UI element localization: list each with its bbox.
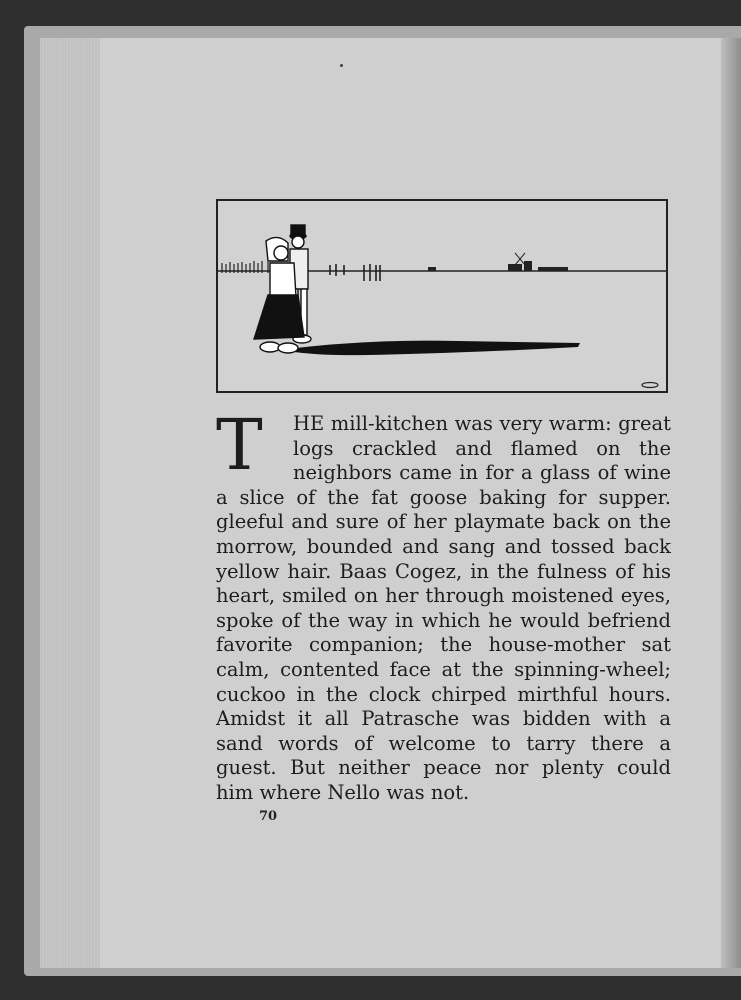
- page-edges: [40, 38, 103, 968]
- text-line: guest. But neither peace nor plenty could: [216, 756, 671, 780]
- text-line: neighbors came in for a glass of wine: [293, 461, 671, 485]
- text-line: him where Nello was not.: [216, 780, 470, 804]
- illustration-two-children-landscape: [216, 199, 668, 393]
- text-line: morrow, bounded and sang and tossed back: [216, 534, 671, 558]
- text-line: sand words of welcome to tarry there a: [216, 731, 671, 755]
- text-line: heart, smiled on her through moistened eyes,: [216, 584, 671, 608]
- text-line: cuckoo in the clock chirped mirthful hours.: [216, 682, 671, 706]
- artist-mark: [642, 383, 658, 388]
- text-line: favorite companion; the house-mother sat: [216, 633, 671, 657]
- text-line: logs crackled and flamed on the: [293, 436, 671, 460]
- text-line: Amidst it all Patrasche was bidden with a: [216, 707, 671, 731]
- ground-shadow: [288, 341, 580, 356]
- page-number: 70: [259, 809, 278, 824]
- text-line: spoke of the way in which he would befriend: [216, 608, 671, 632]
- text-line: a slice of the fat goose baking for supper.: [216, 485, 671, 509]
- text-line: calm, contented face at the spinning-wheel;: [216, 657, 671, 681]
- distant-windmill: [428, 253, 568, 271]
- text-line: yellow hair. Baas Cogez, in the fulness of his: [216, 559, 671, 583]
- gutter-shadow: [721, 38, 741, 968]
- drop-cap: T: [216, 404, 263, 486]
- illustration-drawing: [218, 201, 666, 391]
- page-speck: [340, 64, 343, 67]
- text-line: gleeful and sure of her playmate back on the: [216, 510, 671, 534]
- fence-right: [330, 264, 380, 281]
- text-line: HE mill-kitchen was very warm: great: [293, 412, 671, 435]
- body-text: [216, 404, 671, 806]
